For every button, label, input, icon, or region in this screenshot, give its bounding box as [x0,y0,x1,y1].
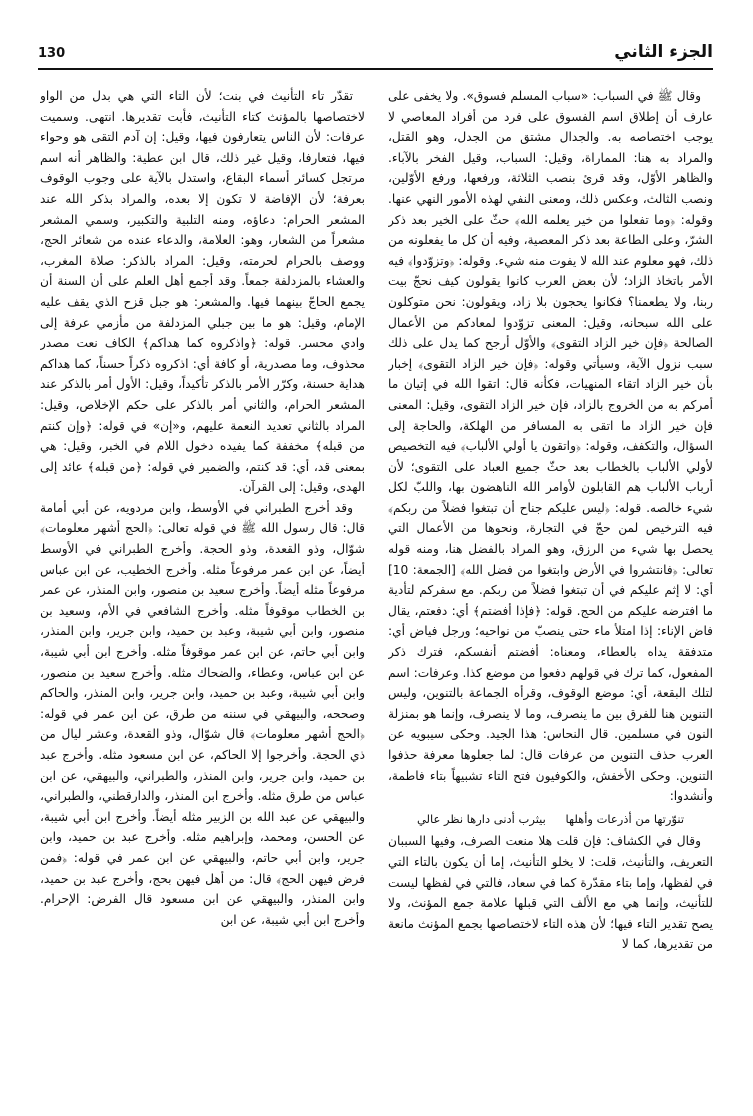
paragraph: وقال ﷺ في السباب: «سباب المسلم فسوق». ولا يخفى على عارف أن إطلاق اسم الفسوق على فرد من أفراد المعاصي لا يوجب اختصاصه به. والجدال مشتق من الجدل، وهو القتل، والمراد به هنا: المماراة، وقيل: السباب، وقيل الفخر بالآباء. والظاهر الأوّل، وقد قرئ بنصب الثلاثة، ورفعها، ورفع الأوّلين، ونصب الثالث، وعكس ذلك، ومعنى النفي لهذه الأمور النهي عنها. وقوله: ﴿وما تفعلوا من خير يعلمه الله﴾ حثّ على الخير بعد ذكر الشرّ، وعلى الطاعة بعد ذكر المعصية، وفيه أن كل ما يفعلونه من ذلك، فهو معلوم عند الله لا يفوت منه شيء. وقوله: ﴿وتزوّدوا﴾ فيه الأمر باتخاذ الزاد؛ لأن بعض العرب كانوا يقولون كيف نحجّ بيت ربنا، ولا يطعمنا؟ فكانوا يحجون بلا زاد، ويقولون: نحن متوكلون على الله سبحانه، وقيل: المعنى تزوّدوا لمعادكم من الأعمال الصالحة ﴿فإن خير الزاد التقوى﴾ والأوّل أرجح كما يدل على ذلك سبب نزول الآية، وسيأتي وقوله: ﴿فإن خير الزاد التقوى﴾ إخبار بأن خير الزاد اتقاء المنهيات، فكأنه قال: اتقوا الله في إتيان ما أمركم به من الخروج بالزاد، فإن خير الزاد التقوى، وقيل: المعنى فإن خير الزاد ما اتقى به المسافر من الهلكة، والحاجة إلى السؤال، والتكفف، وقوله: ﴿واتقون يا أولي الألباب﴾ فيه التخصيص لأولي الألباب بالخطاب بعد حثّ جميع العباد على التقوى؛ لأن أرباب الألباب هم القابلون لأوامر الله الناهضون بها، واللبّ لكل شيء خالصه. قوله: ﴿ليس عليكم جناح أن تبتغوا فضلاً من ربكم﴾ فيه الترخيص لمن حجّ في التجارة، ونحوها من الأعمال التي يحصل بها شيء من الرزق، وهو المراد بالفضل هنا، ومنه قوله تعالى: ﴿فانتشروا في الأرض وابتغوا من فضل الله﴾ [الجمعة: 10] أي: لا إثم عليكم في أن تبتغوا فضلاً من ربكم. مع سفركم لتأدية ما افترضه عليكم من الحج. قوله: ﴿فإذا أفضتم﴾ أي: دفعتم، يقال فاض الإناء: إذا امتلأ ماء حتى ينصبّ من نواحيه؛ ورجل فياض أي: متدفقة يداه بالعطاء، ومعناه: أفضتم أنفسكم، فترك ذكر المفعول، كما ترك في قولهم دفعوا من موضع كذا. وعرفات: اسم لتلك البقعة، أي: موضع الوقوف، وقرأه الجماعة بالتنوين، وليس التنوين هنا للفرق بين ما ينصرف، وما لا ينصرف، وإنما هو بمنزلة النون في مسلمين. قال النحاس: هذا الجيد. وحكى سيبويه عن العرب حذف التنوين من عرفات قال: لما جعلوها معرفة حذفوا التنوين. وحكى الأخفش، والكوفيون فتح التاء تشبيهاً بتاء فاطمة، وأنشدوا: [388,89,713,804]
paragraph: وقد أخرج الطبراني في الأوسط، وابن مردويه، عن أبي أمامة قال: قال رسول الله ﷺ في قوله تعالى: ﴿الحج أشهر معلومات﴾ شوّال، وذو القعدة، وذو الحجة. وأخرج الطبراني في الأوسط أيضاً، عن ابن عمر مرفوعاً مثله. وأخرج الخطيب، عن ابن عباس مرفوعاً مثله أيضاً. وأخرج سعيد بن منصور، وابن المنذر، عن عمر بن الخطاب موقوفاً مثله. وأخرج الشافعي في الأم، وسعيد بن منصور، وابن أبي شيبة، وعبد بن حميد، وابن جرير، وابن المنذر، وابن أبي حاتم، عن ابن عمر موقوفاً مثله. وأخرج ابن أبي شيبة، عن ابن عباس، وعطاء، والضحاك مثله. وأخرج سعيد بن منصور، وابن أبي شيبة، وعبد بن حميد، وابن جرير، وابن المنذر، والحاكم وصححه، والبيهقي في سننه من طرق، عن ابن عمر في قوله: ﴿الحج أشهر معلومات﴾ قال شوّال، وذو القعدة، وعشر ليال من ذي الحجة. وأخرجوا إلا الحاكم، عن ابن مسعود مثله. وأخرج عبد بن حميد، وابن جرير، وابن المنذر، والطبراني، والبيهقي، عن ابن عباس من طرق مثله. وأخرج ابن المنذر، والدارقطني، والطبراني، والبيهقي عن عبد الله بن الزبير مثله أيضاً. وأخرج ابن أبي شيبة، عن الحسن، ومحمد، وإبراهيم مثله. وأخرج عبد بن حميد، وابن جرير، وابن أبي حاتم، والبيهقي عن ابن عمر في قوله: ﴿فمن فرض فيهن الحج﴾ قال: من أهل فيهن بحج، وأخرج عبد بن حميد، وابن المنذر، والبيهقي عن ابن مسعود قال الفرض: الإحرام. وأخرج ابن أبي شيبة، عن ابن [40,500,365,927]
paragraph: وقال في الكشاف: فإن قلت هلا منعت الصرف، وفيها السببان التعريف، والتأنيث، قلت: لا يخلو التأنيث، إما أن يكون بالتاء التي في لفظها، وإما بتاء مقدّرة كما في سعاد، فالتي في لفظها ليست للتأنيث، وإنما هي مع الألف التي قبلها علامة جمع المؤنث، ولا يصح تقدير التاء فيها؛ لأن هذه التاء لاختصاصها بجمع المؤنث مانعة من تقديرها، كما لا [388,834,713,952]
page-number: 130 [38,46,66,61]
running-title: الجزء الثاني [614,42,713,62]
verse-second-hemistich: بيثرب أدنى دارها نظر عالي [416,811,546,826]
verse-first-hemistich: تنوّرتها من أذرعات وأهلها [565,811,685,826]
page-header [38,40,713,70]
paragraph: تقدّر تاء التأنيث في بنت؛ لأن التاء التي هي بدل من الواو لاختصاصها بالمؤنث كتاء التأنيث، فأبت تقديرها. انتهى. وسميت عرفات: لأن الناس يتعارفون فيها، وقيل: إن آدم التقى هو وحواء فيها، فتعارفا، وقيل غير ذلك، قال ابن عطية: والظاهر أنه اسم مرتجل كسائر أسماء البقاع، واستدل بالآية على وجوب الوقوف بعرفة؛ لأن الإفاضة لا تكون إلا بعده، والمراد بذكر الله عند المشعر الحرام: دعاؤه، ومنه التلبية والتكبير، وسمي المشعر مشعراً من الشعار، وهو: العلامة، والدعاء عنده من شعائر الحج، ووصف بالحرام لحرمته، وقيل: المراد بالذكر: صلاة المغرب، والعشاء بالمزدلفة جمعاً. وقد أجمع أهل العلم على أن السنة أن يجمع الحاجّ بينهما فيها. والمشعر: هو جبل قزح الذي يقف عليه الإمام، وقيل: هو ما بين جبلي المزدلفة من مأزمي عرفة إلى وادي محسر. قوله: ﴿واذكروه كما هداكم﴾ الكاف نعت مصدر محذوف، وما مصدرية، أو كافة أي: اذكروه ذكراً حسناً، كما هداكم هداية حسنة، وكرّر الأمر بالذكر تأكيداً، وقيل: الأول أمر بالذكر عند المشعر الحرام، والثاني أمر بالذكر على حكم الإخلاص، وقيل: المراد بالثاني تعديد النعمة عليهم، و«إن» في قوله: ﴿وإن كنتم من قبله﴾ مخففة كما يفيده دخول اللام في الخبر، وقيل: هي بمعنى قد، أي: قد كنتم، والضمير في قوله: ﴿من قبله﴾ عائد إلى الهدى، وقيل: إلى القرآن. [40,89,365,495]
poetry-verse [388,809,713,830]
left-column [40,86,365,1086]
right-column [388,86,713,1086]
